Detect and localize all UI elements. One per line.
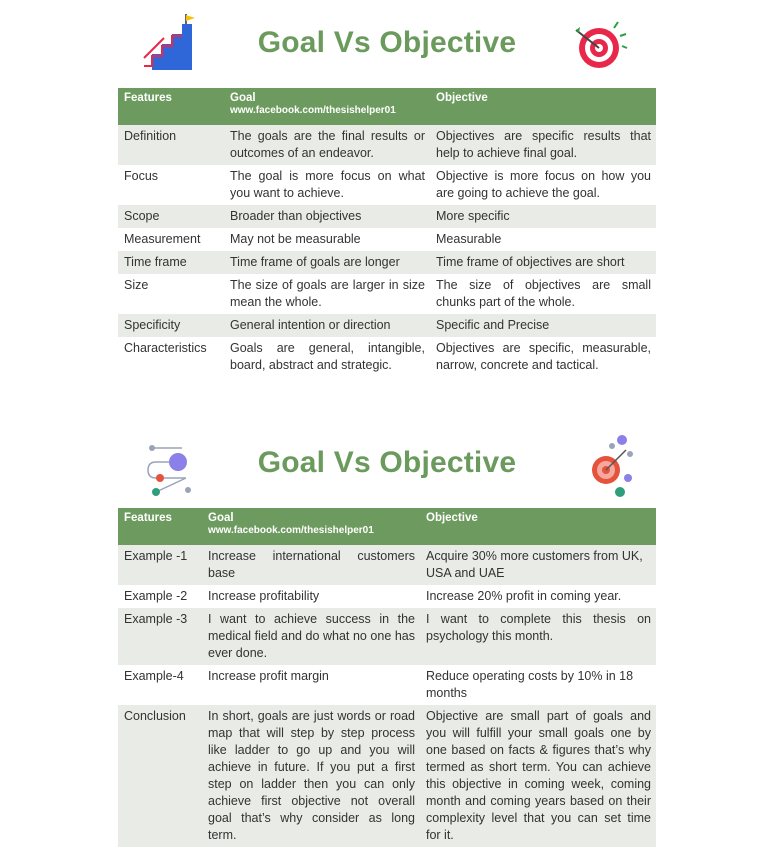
row-goal: Increase international customers base [202, 545, 420, 585]
row-goal: The goals are the final results or outcomes of an endeavor. [224, 125, 430, 165]
row-goal: May not be measurable [224, 228, 430, 251]
table-row [118, 608, 656, 665]
row-objective: Time frame of objectives are short [430, 251, 656, 274]
row-objective: Specific and Precise [430, 314, 656, 337]
row-feature: Conclusion [118, 705, 202, 847]
row-goal: Broader than objectives [224, 205, 430, 228]
row-goal: I want to achieve success in the medical field and do what no one has ever done. [202, 608, 420, 665]
goal-objective-examples-table [118, 508, 656, 847]
row-objective: I want to complete this thesis on psychology this month. [420, 608, 656, 665]
row-feature: Time frame [118, 251, 224, 274]
row-goal: Increase profit margin [202, 665, 420, 705]
table-row [118, 251, 656, 274]
table-row [118, 274, 656, 314]
target-dots-icon [580, 434, 640, 498]
target-arrow-icon [570, 18, 628, 76]
header-goal [202, 508, 420, 545]
goal-objective-table [118, 88, 656, 377]
row-feature: Example -3 [118, 608, 202, 665]
row-goal: The goal is more focus on what you want to achieve. [224, 165, 430, 205]
table-row [118, 545, 656, 585]
header-objective: Objective [430, 88, 656, 125]
panel-header [118, 428, 656, 508]
row-goal: Increase profitability [202, 585, 420, 608]
row-feature: Specificity [118, 314, 224, 337]
header-goal-label: Goal [208, 512, 234, 524]
row-feature: Focus [118, 165, 224, 205]
table-row [118, 228, 656, 251]
table-row [118, 337, 656, 377]
row-goal: The size of goals are larger in size mean the whole. [224, 274, 430, 314]
row-objective: Increase 20% profit in coming year. [420, 585, 656, 608]
row-objective: Reduce operating costs by 10% in 18 months [420, 665, 656, 705]
panel-header [118, 8, 656, 88]
header-objective: Objective [420, 508, 656, 545]
row-objective: Objective are small part of goals and you will fulfill your small goals one by one based on facts & figures that’s why termed as short term. You can achieve this objective in coming week, coming month and coming years based on their complexity level that you can set time for it. [420, 705, 656, 847]
header-features: Features [118, 508, 202, 545]
row-feature: Example -2 [118, 585, 202, 608]
row-feature: Example-4 [118, 665, 202, 705]
table-row [118, 705, 656, 847]
row-goal: Goals are general, intangible, board, abstract and strategic. [224, 337, 430, 377]
row-goal: Time frame of goals are longer [224, 251, 430, 274]
row-objective: Objectives are specific, measurable, narrow, concrete and tactical. [430, 337, 656, 377]
panel-goal-vs-objective-definitions [118, 8, 656, 377]
page-title: Goal Vs Objective [257, 446, 517, 479]
table-row [118, 665, 656, 705]
row-feature: Measurement [118, 228, 224, 251]
table-row [118, 314, 656, 337]
header-goal-url: www.facebook.com/thesishelper01 [208, 525, 374, 536]
header-features: Features [118, 88, 224, 125]
row-feature: Scope [118, 205, 224, 228]
table-row [118, 585, 656, 608]
row-goal: In short, goals are just words or road map that will step by step process like ladder to go up and you will achieve in future. If you put a first step on ladder then you can only achieve first objective not overall goal that’s why consider as long term. [202, 705, 420, 847]
row-feature: Example -1 [118, 545, 202, 585]
row-objective: Objectives are specific results that help to achieve final goal. [430, 125, 656, 165]
table-header-row [118, 88, 656, 125]
header-goal-url: www.facebook.com/thesishelper01 [230, 105, 396, 116]
row-objective: Measurable [430, 228, 656, 251]
page-title: Goal Vs Objective [257, 26, 517, 59]
table-row [118, 165, 656, 205]
row-feature: Size [118, 274, 224, 314]
row-feature: Characteristics [118, 337, 224, 377]
row-objective: Objective is more focus on how you are going to achieve the goal. [430, 165, 656, 205]
table-row [118, 125, 656, 165]
table-row [118, 205, 656, 228]
panel-goal-vs-objective-examples [118, 428, 656, 847]
header-goal [224, 88, 430, 125]
row-feature: Definition [118, 125, 224, 165]
row-objective: Acquire 30% more customers from UK, USA and UAE [420, 545, 656, 585]
row-objective: The size of objectives are small chunks part of the whole. [430, 274, 656, 314]
row-goal: General intention or direction [224, 314, 430, 337]
table-header-row [118, 508, 656, 545]
row-objective: More specific [430, 205, 656, 228]
header-goal-label: Goal [230, 92, 256, 104]
